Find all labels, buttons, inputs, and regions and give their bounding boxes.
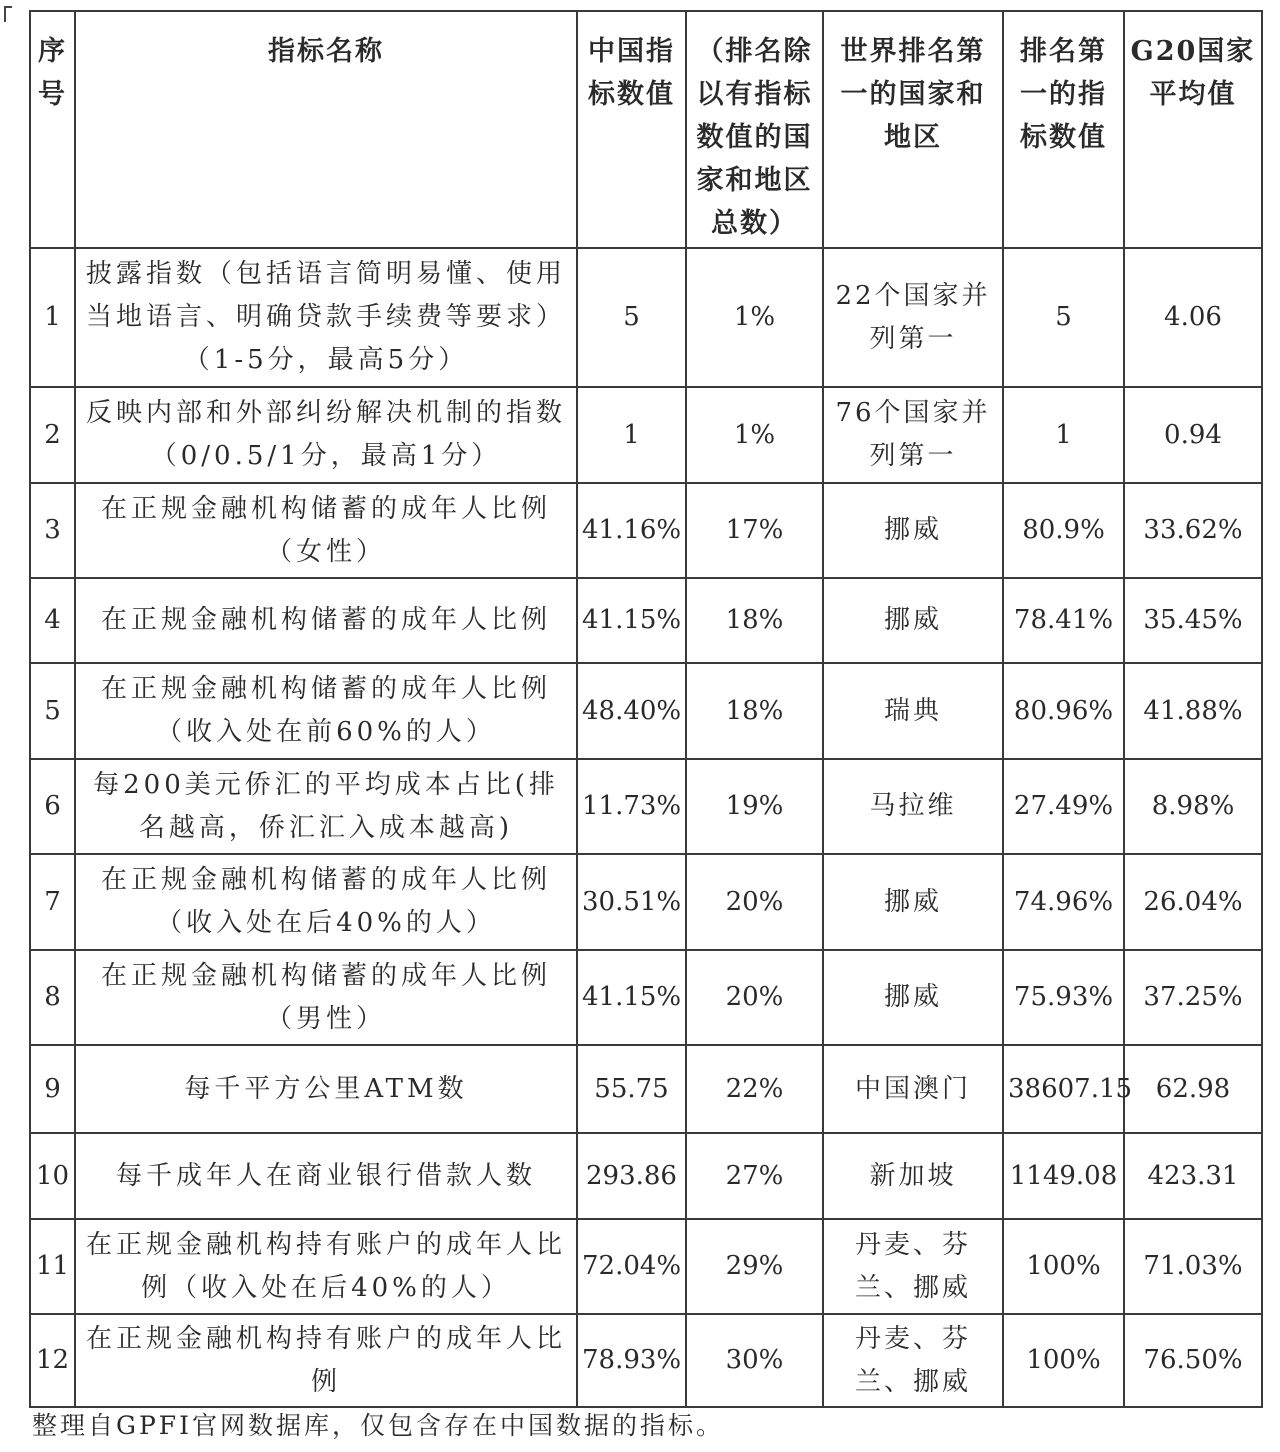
indicator-name-cell: 在正规金融机构储蓄的成年人比例（男性）	[75, 950, 577, 1045]
g20-average-cell: 71.03%	[1124, 1219, 1262, 1314]
top-country-cell: 22个国家并列第一	[823, 248, 1003, 387]
china-value-cell: 41.16%	[577, 483, 686, 578]
china-value-cell: 5	[577, 248, 686, 387]
china-value-cell: 55.75	[577, 1045, 686, 1133]
indicator-name-cell: 在正规金融机构储蓄的成年人比例（收入处在前60%的人）	[75, 663, 577, 759]
seq-cell: 3	[30, 483, 75, 578]
china-value-cell: 41.15%	[577, 578, 686, 663]
china-value-cell: 1	[577, 387, 686, 483]
top-country-cell: 76个国家并列第一	[823, 387, 1003, 483]
table-row	[30, 483, 1262, 578]
top-value-cell: 80.96%	[1003, 663, 1124, 759]
header-seq: 序号	[30, 11, 75, 248]
top-value-cell: 75.93%	[1003, 950, 1124, 1045]
top-value-cell: 80.9%	[1003, 483, 1124, 578]
indicator-name-cell: 披露指数（包括语言简明易懂、使用当地语言、明确贷款手续费等要求）（1-5分，最高5分）	[75, 248, 577, 387]
china-value-cell: 293.86	[577, 1133, 686, 1219]
seq-cell: 9	[30, 1045, 75, 1133]
g20-average-cell: 26.04%	[1124, 854, 1262, 950]
seq-cell: 1	[30, 248, 75, 387]
indicator-name-cell: 在正规金融机构持有账户的成年人比例（收入处在后40%的人）	[75, 1219, 577, 1314]
table-row	[30, 1219, 1262, 1314]
seq-cell: 10	[30, 1133, 75, 1219]
china-value-cell: 11.73%	[577, 759, 686, 854]
rank-cell: 20%	[686, 950, 823, 1045]
top-value-cell: 78.41%	[1003, 578, 1124, 663]
seq-cell: 11	[30, 1219, 75, 1314]
seq-cell: 12	[30, 1314, 75, 1407]
top-value-cell: 1149.08	[1003, 1133, 1124, 1219]
table-row	[30, 854, 1262, 950]
indicator-name-cell: 在正规金融机构储蓄的成年人比例（收入处在后40%的人）	[75, 854, 577, 950]
rank-cell: 1%	[686, 248, 823, 387]
g20-average-cell: 4.06	[1124, 248, 1262, 387]
indicator-name-cell: 每千平方公里ATM数	[75, 1045, 577, 1133]
footnote: 整理自GPFI官网数据库，仅包含存在中国数据的指标。	[32, 1411, 725, 1440]
rank-cell: 22%	[686, 1045, 823, 1133]
seq-cell: 5	[30, 663, 75, 759]
rank-cell: 19%	[686, 759, 823, 854]
top-country-cell: 新加坡	[823, 1133, 1003, 1219]
header-name: 指标名称	[75, 11, 577, 248]
header-row	[30, 11, 1262, 248]
rank-cell: 18%	[686, 578, 823, 663]
china-value-cell: 30.51%	[577, 854, 686, 950]
china-value-cell: 78.93%	[577, 1314, 686, 1407]
header-g20-average: G20国家平均值	[1124, 11, 1262, 248]
rank-cell: 17%	[686, 483, 823, 578]
top-country-cell: 丹麦、芬兰、挪威	[823, 1314, 1003, 1407]
top-country-cell: 中国澳门	[823, 1045, 1003, 1133]
corner-mark	[4, 6, 12, 22]
g20-average-cell: 8.98%	[1124, 759, 1262, 854]
g20-average-cell: 76.50%	[1124, 1314, 1262, 1407]
g20-average-cell: 35.45%	[1124, 578, 1262, 663]
indicator-name-cell: 每千成年人在商业银行借款人数	[75, 1133, 577, 1219]
indicator-table	[29, 10, 1263, 1408]
rank-cell: 29%	[686, 1219, 823, 1314]
indicator-name-cell: 反映内部和外部纠纷解决机制的指数（0/0.5/1分，最高1分）	[75, 387, 577, 483]
indicator-name-cell: 在正规金融机构储蓄的成年人比例（女性）	[75, 483, 577, 578]
seq-cell: 8	[30, 950, 75, 1045]
g20-average-cell: 33.62%	[1124, 483, 1262, 578]
table-row	[30, 663, 1262, 759]
rank-cell: 18%	[686, 663, 823, 759]
top-value-cell: 100%	[1003, 1219, 1124, 1314]
top-country-cell: 挪威	[823, 483, 1003, 578]
g20-average-cell: 62.98	[1124, 1045, 1262, 1133]
top-country-cell: 马拉维	[823, 759, 1003, 854]
table-row	[30, 1045, 1262, 1133]
top-country-cell: 挪威	[823, 854, 1003, 950]
top-value-cell: 27.49%	[1003, 759, 1124, 854]
seq-cell: 2	[30, 387, 75, 483]
header-top-country: 世界排名第一的国家和地区	[823, 11, 1003, 248]
g20-average-cell: 37.25%	[1124, 950, 1262, 1045]
top-country-cell: 丹麦、芬兰、挪威	[823, 1219, 1003, 1314]
seq-cell: 7	[30, 854, 75, 950]
rank-cell: 30%	[686, 1314, 823, 1407]
table-row	[30, 950, 1262, 1045]
top-value-cell: 1	[1003, 387, 1124, 483]
table-row	[30, 387, 1262, 483]
seq-cell: 4	[30, 578, 75, 663]
top-value-cell: 74.96%	[1003, 854, 1124, 950]
seq-cell: 6	[30, 759, 75, 854]
header-top-value: 排名第一的指标数值	[1003, 11, 1124, 248]
table-row	[30, 759, 1262, 854]
rank-cell: 27%	[686, 1133, 823, 1219]
indicator-name-cell: 在正规金融机构持有账户的成年人比例	[75, 1314, 577, 1407]
rank-cell: 20%	[686, 854, 823, 950]
g20-average-cell: 423.31	[1124, 1133, 1262, 1219]
table-row	[30, 1133, 1262, 1219]
top-value-cell: 100%	[1003, 1314, 1124, 1407]
indicator-name-cell: 每200美元侨汇的平均成本占比(排名越高，侨汇汇入成本越高)	[75, 759, 577, 854]
indicator-name-cell: 在正规金融机构储蓄的成年人比例	[75, 578, 577, 663]
top-country-cell: 挪威	[823, 950, 1003, 1045]
top-value-cell: 38607.15	[1003, 1045, 1124, 1133]
rank-cell: 1%	[686, 387, 823, 483]
g20-average-cell: 41.88%	[1124, 663, 1262, 759]
top-country-cell: 挪威	[823, 578, 1003, 663]
header-china-value: 中国指标数值	[577, 11, 686, 248]
table-row	[30, 1314, 1262, 1407]
table-row	[30, 578, 1262, 663]
china-value-cell: 41.15%	[577, 950, 686, 1045]
china-value-cell: 48.40%	[577, 663, 686, 759]
g20-average-cell: 0.94	[1124, 387, 1262, 483]
header-rank: （排名除以有指标数值的国家和地区总数）	[686, 11, 823, 248]
top-value-cell: 5	[1003, 248, 1124, 387]
top-country-cell: 瑞典	[823, 663, 1003, 759]
table-row	[30, 248, 1262, 387]
china-value-cell: 72.04%	[577, 1219, 686, 1314]
